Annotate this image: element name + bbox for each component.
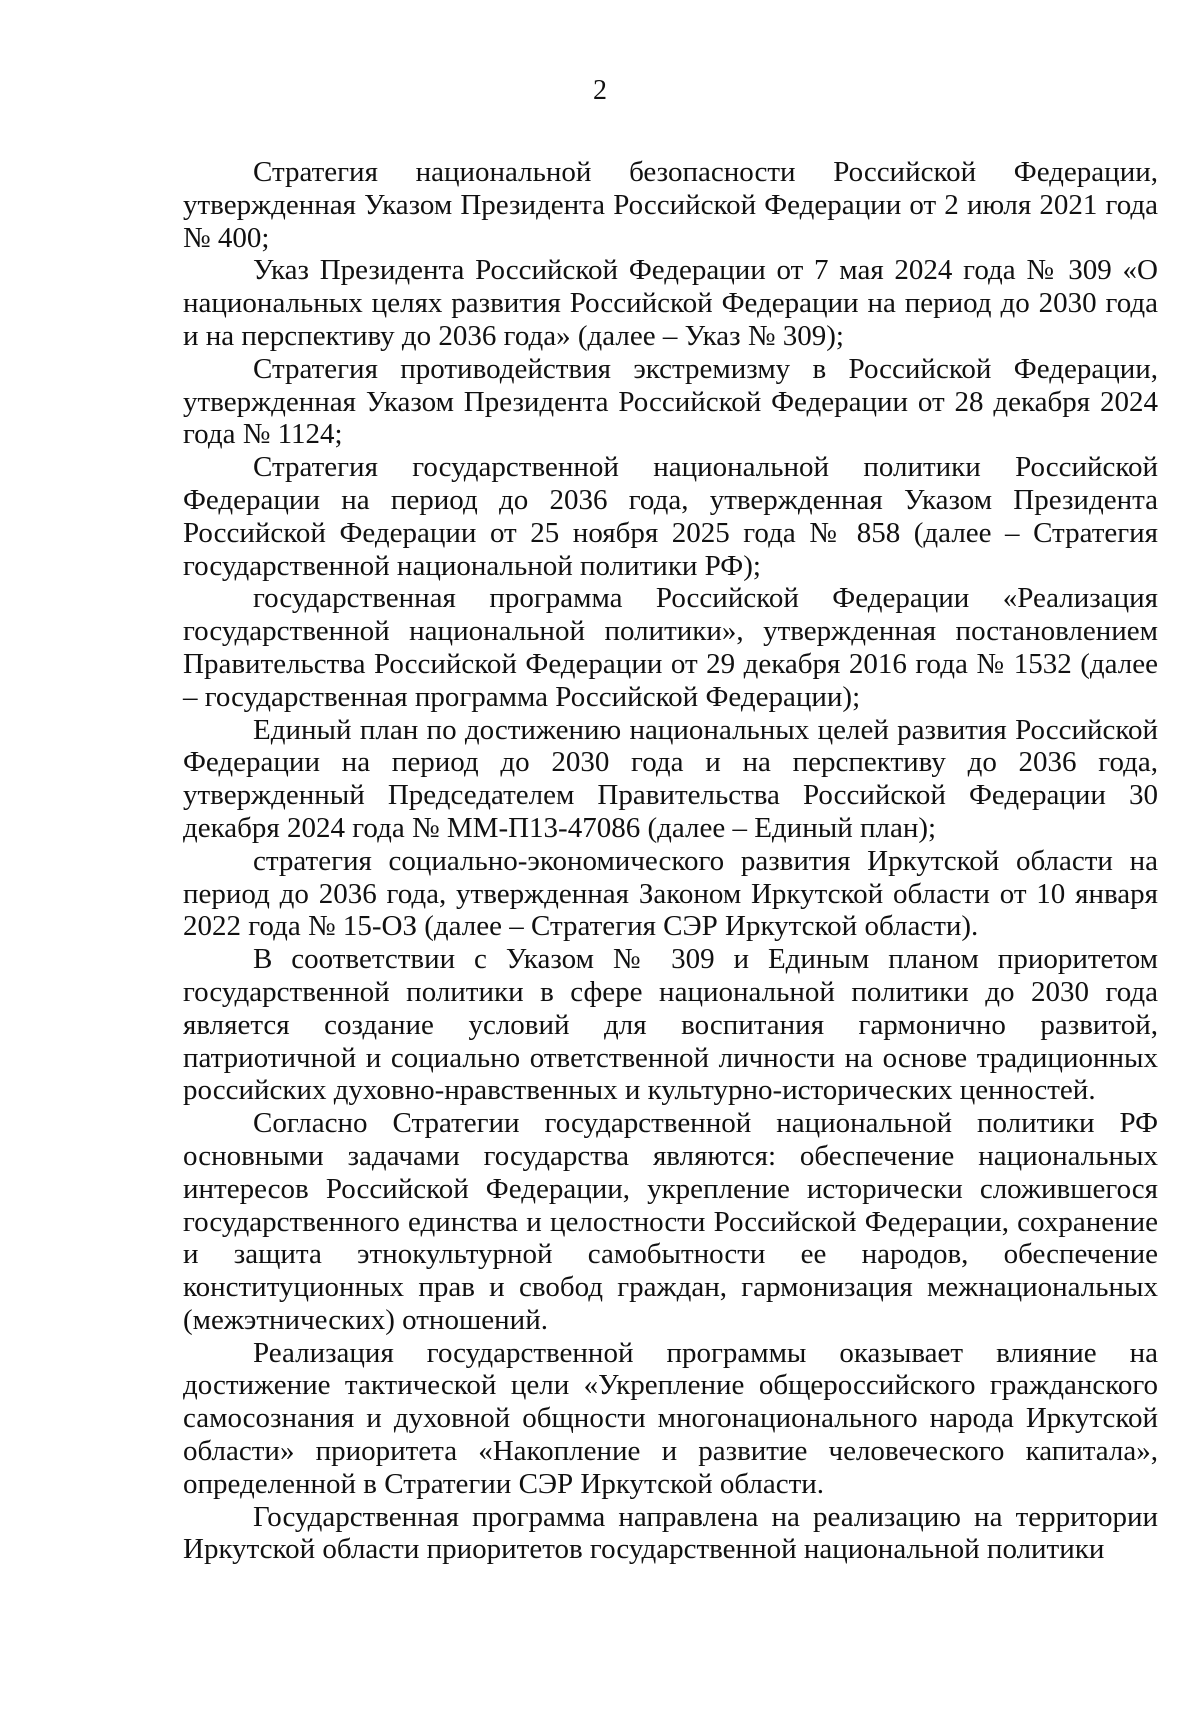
paragraph-state-program-rf: государственная программа Российской Федерации «Реализация государственной национальной политики», утвержденная постановлением Правительства Российской Федерации от 29 декабря 2016 года № 1532 (далее – государственная программа Российской Федерации); [183, 582, 1158, 713]
paragraph-decree-309: Указ Президента Российской Федерации от 7 мая 2024 года № 309 «О национальных целях развития Российской Федерации на период до 2030 года и на перспективу до 2036 года» (далее – Указ № 309); [183, 254, 1158, 352]
paragraph-extremism-strategy: Стратегия противодействия экстремизму в Российской Федерации, утвержденная Указом Президента Российской Федерации от 28 декабря 2024 года № 1124; [183, 352, 1158, 451]
paragraph-policy-priority: В соответствии с Указом № 309 и Единым планом приоритетом государственной политики в сфере национальной политики до 2030 года является создание условий для воспитания гармонично развитой, патриотичной и социально ответственной личности на основе традиционных российских духовно-нравственных и культурно-исторических ценностей. [183, 943, 1158, 1107]
page-number: 2 [593, 75, 607, 106]
paragraph-state-tasks: Согласно Стратегии государственной национальной политики РФ основными задачами государства являются: обеспечение национальных интересов Российской Федерации, укрепление исторически сложившегося государственного единства и целостности Российской Федерации, сохранение и защита этнокультурной самобытности ее народов, обеспечение конституционных прав и свобод граждан, гармонизация межнациональных (межэтнических) отношений. [183, 1107, 1158, 1336]
paragraph-irkutsk-ser-strategy: стратегия социально-экономического развития Иркутской области на период до 2036 года, утвержденная Законом Иркутской области от 10 января 2022 года № 15-ОЗ (далее – Стратегия СЭР Иркутской области). [183, 844, 1158, 943]
paragraph-national-security-strategy: Стратегия национальной безопасности Российской Федерации, утвержденная Указом Президента Российской Федерации от 2 июля 2021 года № 400; [183, 156, 1158, 254]
paragraph-program-impact: Реализация государственной программы оказывает влияние на достижение тактической цели «Укрепление общероссийского гражданского самосознания и духовной общности многонационального народа Иркутской области» приоритета «Накопление и развитие человеческого капитала», определенной в Стратегии СЭР Иркутской области. [183, 1336, 1158, 1500]
paragraph-program-direction: Государственная программа направлена на реализацию на территории Иркутской области приоритетов государственной национальной политики [183, 1500, 1158, 1566]
document-body [183, 156, 1158, 1566]
paragraph-unified-plan: Единый план по достижению национальных целей развития Российской Федерации на период до 2030 года и на перспективу до 2036 года, утвержденный Председателем Правительства Российской Федерации 30 декабря 2024 года № ММ-П13-47086 (далее – Единый план); [183, 713, 1158, 844]
paragraph-national-policy-strategy: Стратегия государственной национальной политики Российской Федерации на период до 2036 года, утвержденная Указом Президента Российской Федерации от 25 ноября 2025 года № 858 (далее – Стратегия государственной национальной политики РФ); [183, 451, 1158, 582]
